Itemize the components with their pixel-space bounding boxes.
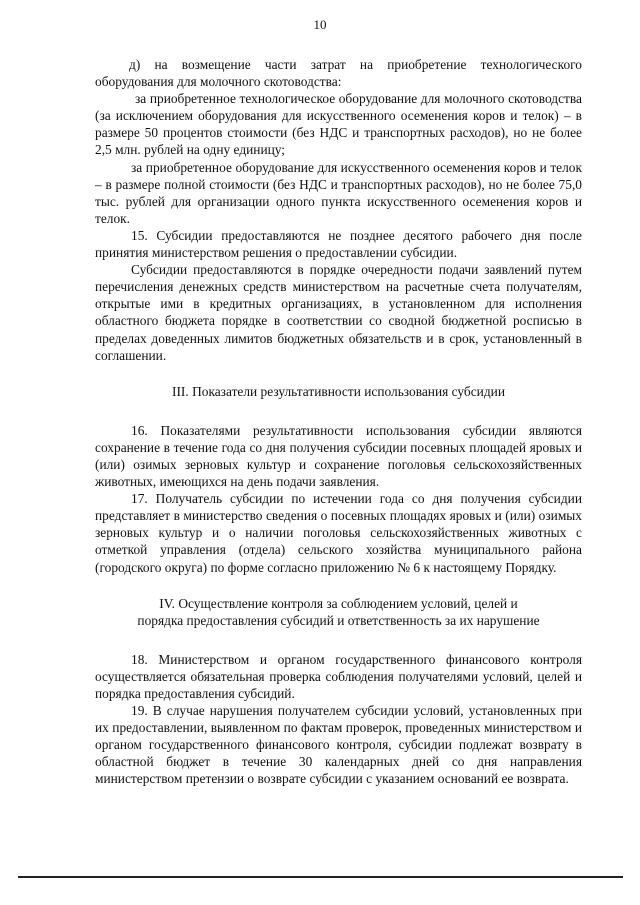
document-body: [95, 56, 582, 788]
spacer: [95, 576, 582, 595]
spacer: [95, 400, 582, 422]
section-heading-3: III. Показатели результативности использования субсидии: [172, 383, 505, 399]
paragraph-19: 19. В случае нарушения получателем субсидии условий, установленных при их предоставлении, выявленном по фактам проверок, проведенных министерством и органом государственного финансового контроля, субсидии подлежат возврату в областной бюджет в течение 30 календарных дней со дня направления министерством претензии о возврате субсидии с указанием оснований ее возврата.: [95, 703, 582, 787]
bottom-rule: [18, 876, 623, 878]
paragraph-d-equipment: за приобретенное технологическое оборудование для молочного скотоводства (за исключением оборудования для искусственного осеменения коров и телок) – в размере 50 процентов стоимости (без НДС и транспортных расходов), но не более 2,5 млн. рублей на одну единицу;: [95, 91, 582, 158]
paragraph-d: д) на возмещение части затрат на приобретение технологического оборудования для молочного скотоводства:: [95, 57, 582, 90]
section-heading-4-line-1: IV. Осуществление контроля за соблюдением условий, целей и: [159, 595, 518, 611]
paragraph-15: 15. Субсидии предоставляются не позднее десятого рабочего дня после принятия министерством решения о предоставлении субсидии.: [95, 227, 582, 261]
paragraph-16: 16. Показателями результативности использования субсидии являются сохранение в течение года со дня получения субсидии посевных площадей яровых и (или) озимых зерновых культур и сохранение поголовья сельскохозяйственных животных, имеющихся на день подачи заявления.: [95, 422, 582, 490]
paragraph-d-insemination: за приобретенное оборудование для искусственного осеменения коров и телок – в размере полной стоимости (без НДС и транспортных расходов), но не более 75,0 тыс. рублей для организации одного пункта искусственного осеменения коров и телок.: [95, 159, 582, 226]
paragraph-15-continued: Субсидии предоставляются в порядке очередности подачи заявлений путем перечисления денежных средств министерством на расчетные счета получателям, открытые ими в кредитных организациях, в установленном для исполнения областного бюджета порядке в соответствии со сводной бюджетной росписью в пределах доведенных лимитов бюджетных обязательств и в срок, установленный в соглашении.: [95, 262, 582, 363]
paragraph-18: 18. Министерством и органом государственного финансового контроля осуществляется обязательная проверка соблюдения получателями условий, целей и порядка предоставления субсидий.: [95, 651, 582, 701]
paragraph-17: 17. Получатель субсидии по истечении года со дня получения субсидии представляет в министерство сведения о посевных площадях яровых и (или) озимых зерновых культур и о наличии поголовья сельскохозяйственных животных с отметкой управления (отдела) сельского хозяйства муниципального района (городского округа) по форме согласно приложению № 6 к настоящему Порядку.: [95, 491, 582, 575]
spacer: [95, 629, 582, 651]
spacer: [95, 364, 582, 383]
page-number: 10: [313, 17, 327, 32]
section-heading-4-line-2: порядка предоставления субсидий и ответственность за их нарушение: [137, 612, 540, 628]
